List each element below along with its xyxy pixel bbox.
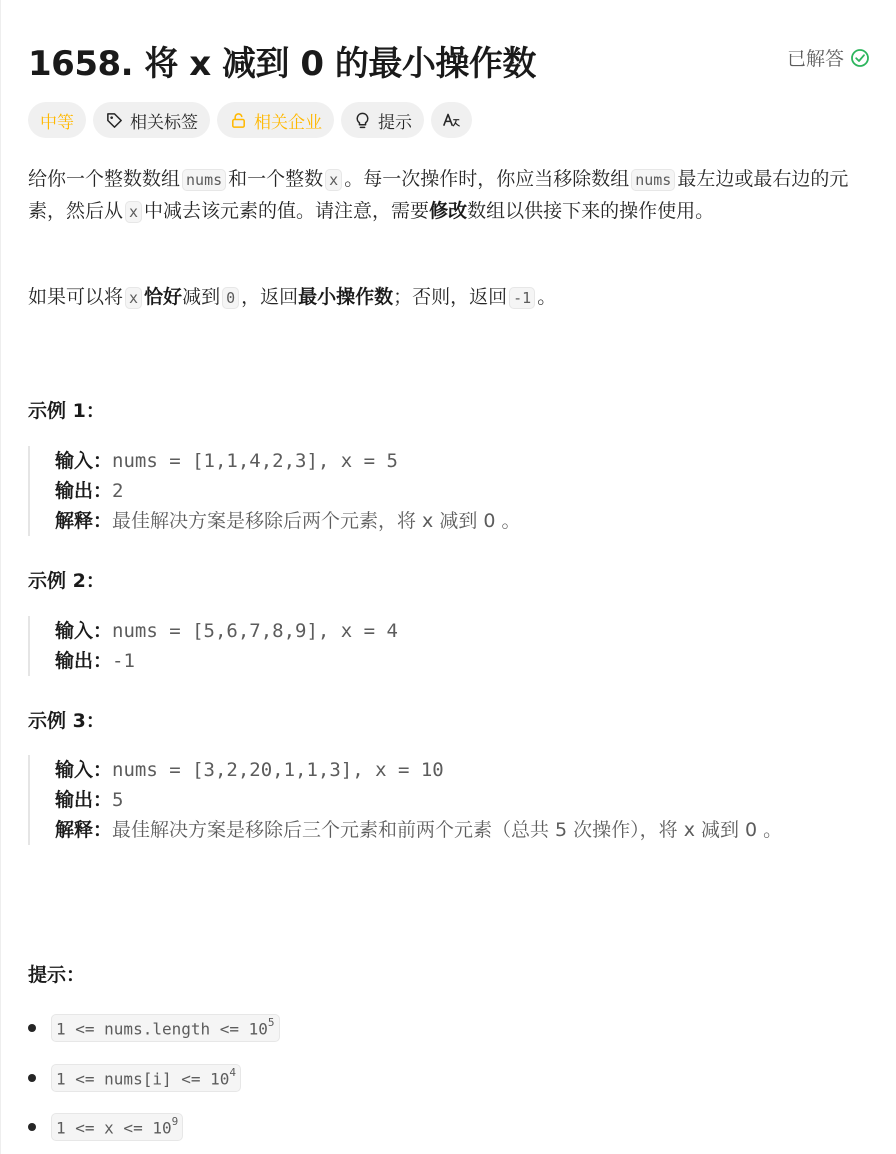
desc-text: 最左边或最右边的元素，然后从 xyxy=(28,168,849,222)
input-value: nums = [3,2,20,1,1,3], x = 10 xyxy=(112,759,444,781)
explain-label: 解释： xyxy=(55,819,113,841)
desc-text: 中减去该元素的值。请注意，需要 xyxy=(144,200,430,222)
output-label: 输出： xyxy=(55,650,113,672)
example-1-block xyxy=(28,446,873,536)
desc-text: 和一个整数 xyxy=(228,168,324,190)
example-input-line xyxy=(55,446,873,476)
input-value: nums = [5,6,7,8,9], x = 4 xyxy=(112,620,398,642)
related-companies-button[interactable] xyxy=(217,102,334,138)
example-explain-line xyxy=(55,506,873,536)
tag-bar xyxy=(28,102,472,138)
constraint-item xyxy=(28,1014,280,1042)
related-topics-label: 相关标签 xyxy=(130,112,198,133)
example-output-line xyxy=(55,476,873,506)
related-topics-button[interactable] xyxy=(93,102,210,138)
desc-text: 。每一次操作时，你应当移除数组 xyxy=(344,168,630,190)
related-companies-label: 相关企业 xyxy=(254,112,322,133)
example-output-line xyxy=(55,646,873,676)
description-paragraph-2 xyxy=(28,282,873,314)
desc-text: 给你一个整数数组 xyxy=(28,168,181,190)
translate-icon xyxy=(442,111,461,130)
output-value: -1 xyxy=(112,650,135,672)
input-label: 输入： xyxy=(55,759,113,781)
constraint-text: 1 <= nums[i] <= 10 xyxy=(56,1069,230,1089)
desc-text: 减到 xyxy=(182,286,221,308)
input-label: 输入： xyxy=(55,620,113,642)
lightbulb-icon xyxy=(353,111,372,130)
constraint-exponent: 9 xyxy=(171,1115,179,1128)
difficulty-label: 中等 xyxy=(40,112,74,133)
example-2-title: 示例 2： xyxy=(28,570,105,592)
input-label: 输入： xyxy=(55,450,113,472)
inline-code: x xyxy=(325,169,342,191)
inline-code: nums xyxy=(631,169,675,191)
example-input-line xyxy=(55,755,873,785)
inline-code: x xyxy=(125,287,142,309)
constraint-text: 1 <= nums.length <= 10 xyxy=(56,1019,268,1039)
constraint-code xyxy=(51,1064,241,1092)
inline-code: 0 xyxy=(222,287,239,309)
desc-text: 数组以供接下来的操作使用。 xyxy=(467,200,715,222)
example-3-block xyxy=(28,755,873,845)
explain-label: 解释： xyxy=(55,510,113,532)
example-explain-line xyxy=(55,815,873,845)
example-3-title: 示例 3： xyxy=(28,710,105,732)
desc-text: 。 xyxy=(537,286,557,308)
explain-text: 最佳解决方案是移除后两个元素，将 x 减到 0 。 xyxy=(112,510,521,532)
output-label: 输出： xyxy=(55,789,113,811)
desc-text: ；否则，返回 xyxy=(393,286,508,308)
bullet-dot xyxy=(28,1024,36,1032)
constraint-exponent: 5 xyxy=(267,1016,275,1029)
constraints-title: 提示： xyxy=(28,964,86,986)
desc-bold: 最小操作数 xyxy=(298,286,394,308)
example-2-block xyxy=(28,616,873,676)
example-output-line xyxy=(55,785,873,815)
example-1-title: 示例 1： xyxy=(28,400,105,422)
output-label: 输出： xyxy=(55,480,113,502)
translate-button[interactable] xyxy=(431,102,472,138)
constraint-item xyxy=(28,1064,241,1092)
solved-status xyxy=(787,44,870,71)
input-value: nums = [1,1,4,2,3], x = 5 xyxy=(112,450,398,472)
desc-bold: 恰好 xyxy=(144,286,183,308)
constraint-code xyxy=(51,1014,280,1042)
desc-text: 如果可以将 xyxy=(28,286,124,308)
output-value: 2 xyxy=(112,480,124,502)
constraint-text: 1 <= x <= 10 xyxy=(56,1118,172,1138)
inline-code: x xyxy=(125,201,142,223)
output-value: 5 xyxy=(112,789,124,811)
solved-label: 已解答 xyxy=(786,48,844,70)
hints-label: 提示 xyxy=(378,112,412,133)
constraint-exponent: 4 xyxy=(229,1066,237,1079)
explain-text: 最佳解决方案是移除后三个元素和前两个元素（总共 5 次操作），将 x 减到 0 。 xyxy=(112,819,783,841)
tag-icon xyxy=(105,111,124,130)
inline-code: -1 xyxy=(509,287,535,309)
constraint-item xyxy=(28,1113,183,1141)
hints-button[interactable] xyxy=(341,102,424,138)
description-paragraph-1 xyxy=(28,164,873,228)
check-circle-icon xyxy=(850,48,870,68)
constraint-code xyxy=(51,1113,183,1141)
difficulty-tag[interactable] xyxy=(28,102,86,138)
example-input-line xyxy=(55,616,873,646)
desc-text: ，返回 xyxy=(241,286,299,308)
lock-icon xyxy=(229,111,248,130)
bullet-dot xyxy=(28,1074,36,1082)
inline-code: nums xyxy=(182,169,226,191)
desc-bold: 修改 xyxy=(429,200,468,222)
problem-title[interactable]: 1658. 将 x 减到 0 的最小操作数 xyxy=(28,44,536,84)
bullet-dot xyxy=(28,1123,36,1131)
